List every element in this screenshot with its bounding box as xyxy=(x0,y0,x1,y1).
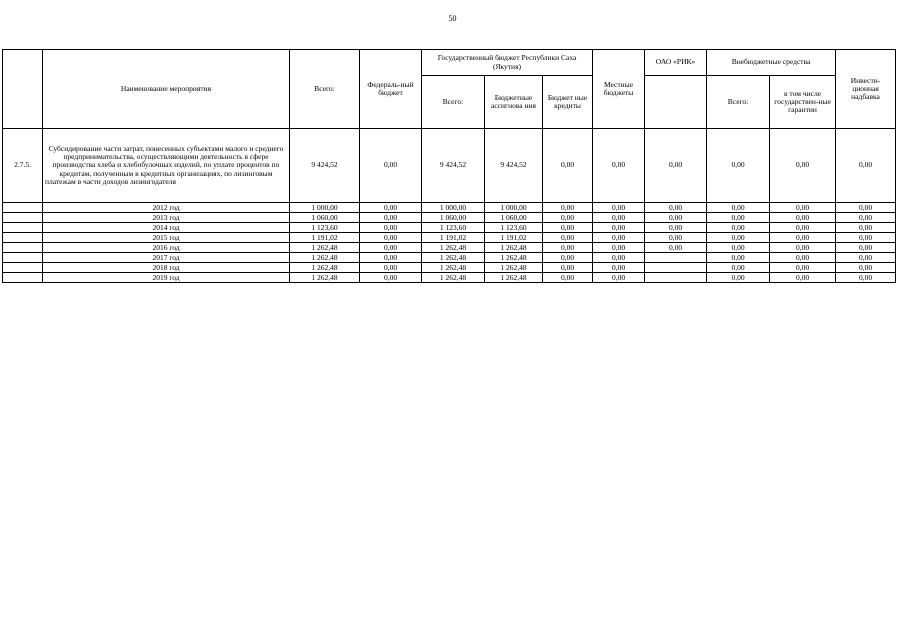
budget-table xyxy=(2,49,896,283)
cell-invest: 0,00 xyxy=(836,223,896,233)
measure-description: Субсидирование части затрат, понесенных субъектами малого и среднего предпринимательства, осуществляющими деятельность в сфере производства хлеба и хлебобулочных изделий, по уплате процентов по кредитам, полученным в кредитных организациях, по лизинговым платежам в части доходов лизингодателя xyxy=(43,129,290,203)
cell-year: 2016 год xyxy=(43,243,290,253)
cell-invest: 0,00 xyxy=(836,263,896,273)
cell-year: 2019 год xyxy=(43,273,290,283)
cell-federal: 0,00 xyxy=(360,223,422,233)
header-local: Местные бюджеты xyxy=(593,50,645,129)
cell-state-assign: 1 000,00 xyxy=(485,203,543,213)
cell-offbudget-guarantees: 0,00 xyxy=(770,243,836,253)
row-code-cell xyxy=(3,273,43,283)
cell-state-assign: 1 262,48 xyxy=(485,253,543,263)
row-code-cell xyxy=(3,233,43,243)
cell-state-total: 1 191,02 xyxy=(422,233,485,243)
cell-state-credits: 0,00 xyxy=(543,223,593,233)
cell-state-credits: 0,00 xyxy=(543,253,593,263)
cell-invest: 0,00 xyxy=(836,273,896,283)
cell-total: 1 262,48 xyxy=(290,273,360,283)
header-rik-sub xyxy=(645,76,707,129)
cell-federal: 0,00 xyxy=(360,213,422,223)
cell-invest: 0,00 xyxy=(836,233,896,243)
cell-offbudget-guarantees: 0,00 xyxy=(770,273,836,283)
cell-state-credits: 0,00 xyxy=(543,213,593,223)
header-offbudget-group: Внебюджетные средства xyxy=(707,50,836,76)
cell-local: 0,00 xyxy=(593,203,645,213)
cell-rik: 0,00 xyxy=(645,223,707,233)
cell-rik: 0,00 xyxy=(645,233,707,243)
measure-code: 2.7.5. xyxy=(3,129,43,203)
cell-invest: 0,00 xyxy=(836,243,896,253)
header-state-assign: Бюджетные ассигнова ния xyxy=(485,76,543,129)
cell-state-credits: 0,00 xyxy=(543,243,593,253)
cell-state-credits: 0,00 xyxy=(543,263,593,273)
cell-total: 1 123,60 xyxy=(290,223,360,233)
cell-offbudget-total: 0,00 xyxy=(707,213,770,223)
table-row xyxy=(3,273,896,283)
cell-offbudget-guarantees: 0,00 xyxy=(770,263,836,273)
measure-state-total: 9 424,52 xyxy=(422,129,485,203)
cell-state-total: 1 262,48 xyxy=(422,243,485,253)
header-invest: Инвести-ционная надбавка xyxy=(836,50,896,129)
cell-local: 0,00 xyxy=(593,273,645,283)
cell-rik: 0,00 xyxy=(645,243,707,253)
cell-rik xyxy=(645,263,707,273)
cell-total: 1 262,48 xyxy=(290,243,360,253)
header-offbudget-total: Всего: xyxy=(707,76,770,129)
table-row xyxy=(3,243,896,253)
cell-total: 1 000,00 xyxy=(290,203,360,213)
cell-total: 1 060,00 xyxy=(290,213,360,223)
row-code-cell xyxy=(3,243,43,253)
cell-local: 0,00 xyxy=(593,253,645,263)
cell-invest: 0,00 xyxy=(836,203,896,213)
cell-state-total: 1 060,00 xyxy=(422,213,485,223)
cell-state-credits: 0,00 xyxy=(543,203,593,213)
cell-offbudget-total: 0,00 xyxy=(707,243,770,253)
cell-local: 0,00 xyxy=(593,213,645,223)
cell-state-assign: 1 123,60 xyxy=(485,223,543,233)
cell-local: 0,00 xyxy=(593,263,645,273)
cell-local: 0,00 xyxy=(593,223,645,233)
measure-offbudget-total: 0,00 xyxy=(707,129,770,203)
cell-total: 1 262,48 xyxy=(290,253,360,263)
cell-local: 0,00 xyxy=(593,233,645,243)
cell-state-credits: 0,00 xyxy=(543,233,593,243)
cell-offbudget-guarantees: 0,00 xyxy=(770,203,836,213)
header-state-group: Государственный бюджет Республики Саха (Якутия) xyxy=(422,50,593,76)
cell-year: 2015 год xyxy=(43,233,290,243)
measure-federal: 0,00 xyxy=(360,129,422,203)
measure-offbudget-guarantees: 0,00 xyxy=(770,129,836,203)
measure-invest: 0,00 xyxy=(836,129,896,203)
measure-row xyxy=(3,129,896,203)
cell-total: 1 262,48 xyxy=(290,263,360,273)
header-federal: Федераль-ный бюджет xyxy=(360,50,422,129)
measure-local: 0,00 xyxy=(593,129,645,203)
row-code-cell xyxy=(3,263,43,273)
header-offbudget-guarantees: в том числе государствен-ные гарантии xyxy=(770,76,836,129)
cell-federal: 0,00 xyxy=(360,263,422,273)
row-code-cell xyxy=(3,253,43,263)
table-row xyxy=(3,213,896,223)
cell-offbudget-total: 0,00 xyxy=(707,253,770,263)
table-row xyxy=(3,233,896,243)
cell-rik: 0,00 xyxy=(645,213,707,223)
cell-offbudget-guarantees: 0,00 xyxy=(770,223,836,233)
cell-year: 2017 год xyxy=(43,253,290,263)
cell-offbudget-total: 0,00 xyxy=(707,203,770,213)
cell-total: 1 191,02 xyxy=(290,233,360,243)
cell-state-credits: 0,00 xyxy=(543,273,593,283)
header-name: Наименование мероприятия xyxy=(43,50,290,129)
cell-offbudget-guarantees: 0,00 xyxy=(770,233,836,243)
cell-state-total: 1 262,48 xyxy=(422,273,485,283)
cell-offbudget-total: 0,00 xyxy=(707,263,770,273)
cell-year: 2013 год xyxy=(43,213,290,223)
cell-invest: 0,00 xyxy=(836,213,896,223)
row-code-cell xyxy=(3,203,43,213)
cell-state-assign: 1 262,48 xyxy=(485,243,543,253)
cell-offbudget-guarantees: 0,00 xyxy=(770,213,836,223)
measure-state-credits: 0,00 xyxy=(543,129,593,203)
table-row xyxy=(3,223,896,233)
table-row xyxy=(3,263,896,273)
cell-state-assign: 1 060,00 xyxy=(485,213,543,223)
header-rik: ОАО «РИК» xyxy=(645,50,707,76)
cell-state-total: 1 262,48 xyxy=(422,263,485,273)
cell-federal: 0,00 xyxy=(360,203,422,213)
header-row-1 xyxy=(3,50,896,76)
table-row xyxy=(3,203,896,213)
cell-rik xyxy=(645,253,707,263)
cell-federal: 0,00 xyxy=(360,273,422,283)
cell-offbudget-guarantees: 0,00 xyxy=(770,253,836,263)
cell-year: 2018 год xyxy=(43,263,290,273)
row-code-cell xyxy=(3,213,43,223)
cell-state-assign: 1 262,48 xyxy=(485,273,543,283)
header-state-total: Всего: xyxy=(422,76,485,129)
cell-year: 2014 год xyxy=(43,223,290,233)
cell-year: 2012 год xyxy=(43,203,290,213)
cell-federal: 0,00 xyxy=(360,233,422,243)
cell-offbudget-total: 0,00 xyxy=(707,223,770,233)
header-state-credits: Бюджет ные кредиты xyxy=(543,76,593,129)
cell-state-total: 1 123,60 xyxy=(422,223,485,233)
cell-rik: 0,00 xyxy=(645,203,707,213)
cell-state-assign: 1 191,02 xyxy=(485,233,543,243)
cell-federal: 0,00 xyxy=(360,253,422,263)
measure-state-assign: 9 424,52 xyxy=(485,129,543,203)
cell-local: 0,00 xyxy=(593,243,645,253)
cell-invest: 0,00 xyxy=(836,253,896,263)
table-row xyxy=(3,253,896,263)
cell-state-total: 1 262,48 xyxy=(422,253,485,263)
row-code-cell xyxy=(3,223,43,233)
cell-federal: 0,00 xyxy=(360,243,422,253)
cell-state-assign: 1 262,48 xyxy=(485,263,543,273)
measure-total: 9 424,52 xyxy=(290,129,360,203)
cell-offbudget-total: 0,00 xyxy=(707,273,770,283)
cell-state-total: 1 000,00 xyxy=(422,203,485,213)
header-code-cell xyxy=(3,50,43,129)
cell-offbudget-total: 0,00 xyxy=(707,233,770,243)
page-number: 50 xyxy=(448,14,457,23)
header-total: Всего: xyxy=(290,50,360,129)
cell-rik xyxy=(645,273,707,283)
measure-rik: 0,00 xyxy=(645,129,707,203)
